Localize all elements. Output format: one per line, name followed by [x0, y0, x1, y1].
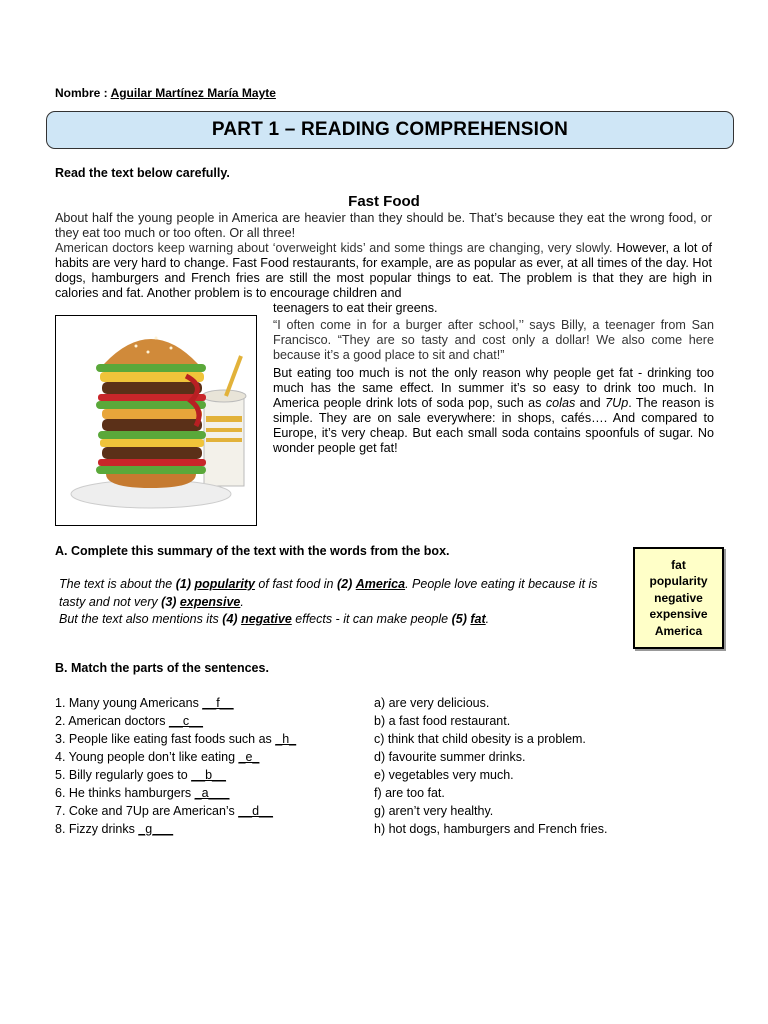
word-box-item: popularity [649, 574, 708, 589]
para4-body: But eating too much is not the only reason why people get fat - drinking too much has the same effect. In summer it’s so easy to drink too much. In America people drink lots of soda pop, such as [273, 366, 714, 410]
word-box-item: fat [671, 557, 686, 572]
match-left-item [55, 802, 296, 820]
answer-4: negative [241, 612, 292, 626]
answer-1: popularity [194, 577, 255, 591]
blank-number: (3) [161, 594, 177, 609]
answer-3: expensive [179, 594, 241, 609]
match-right-item: b) a fast food restaurant. [374, 714, 511, 728]
summary-part: of fast food in [258, 577, 334, 591]
section-a-heading: A. Complete this summary of the text with the words from the box. [55, 544, 450, 558]
blank-number: (5) [451, 612, 467, 626]
para4-rest: . The reason is simple. They are on sale everywhere: in shops, cafés…. And compared to Europe, it’s very cheap. But each small soda contains spoonfuls of sugar. No wonder people get fat! [273, 396, 715, 455]
match-right-item: g) aren’t very healthy. [374, 804, 494, 818]
match-answer: __f__ [202, 696, 234, 710]
section-b-heading: B. Match the parts of the sentences. [55, 661, 269, 675]
name-label: Nombre : [55, 86, 108, 100]
match-answer: __d__ [238, 804, 273, 818]
summary-part: . [485, 612, 490, 626]
summary-part: . People love eating it because it is tasty and not very [59, 577, 598, 609]
answer-2: America [355, 577, 406, 591]
summary-part: But the text also mentions its [59, 612, 219, 626]
word-box [633, 547, 724, 649]
match-left-item [55, 730, 296, 748]
summary-part: The text is about the [59, 577, 173, 591]
match-right-item: a) are very delicious. [374, 696, 490, 710]
blank-number: (4) [222, 612, 238, 626]
match-answer: __c__ [168, 714, 204, 728]
part-title-banner [46, 111, 734, 149]
answer-5: fat [470, 612, 486, 626]
match-answer: _g___ [138, 822, 174, 836]
match-left-column [55, 694, 296, 838]
match-left-item [55, 766, 296, 784]
article-paragraph-2 [55, 241, 712, 316]
match-right-column [374, 694, 607, 838]
match-left-item [55, 694, 296, 712]
match-stem: 7. Coke and 7Up are American’s [55, 804, 239, 818]
match-answer: __b__ [191, 768, 226, 782]
word-box-item: negative [654, 590, 703, 605]
match-stem: 2. American doctors [55, 714, 169, 728]
student-name-line [55, 86, 276, 100]
summary-text [59, 576, 619, 629]
match-left-item [55, 784, 296, 802]
part-title: PART 1 – READING COMPREHENSION [211, 119, 569, 140]
match-stem: 5. Billy regularly goes to [55, 768, 192, 782]
match-left-item [55, 712, 296, 730]
match-answer: _a___ [194, 786, 230, 800]
match-right-item: e) vegetables very much. [374, 768, 514, 782]
match-right-item: d) favourite summer drinks. [374, 750, 526, 764]
match-right-item: c) think that child obesity is a problem. [374, 732, 586, 746]
blank-number: (2) [336, 577, 353, 591]
article-paragraph-4 [273, 366, 714, 456]
name-value: Aguilar Martínez María Mayte [110, 86, 276, 100]
article-paragraph-3: “I often come in for a burger after school,’’ says Billy, a teenager from San Francisco. “They are so tasty and cost only a dollar! We also come here because it’s a good place to sit and chat!” [273, 318, 714, 362]
word-box-item: expensive [649, 607, 708, 622]
summary-part: effects - it can make people [295, 612, 449, 626]
instruction-text: Read the text below carefully. [55, 166, 230, 180]
para4-colas: colas [545, 396, 576, 410]
blank-number: (1) [175, 577, 192, 591]
article-paragraph-1: About half the young people in America are heavier than they should be. That’s because they eat the wrong food, or they eat too much or too often. Or all three! [55, 211, 712, 240]
match-left-item [55, 748, 296, 766]
match-left-item [55, 820, 296, 838]
para4-and: and [579, 396, 601, 410]
match-stem: 8. Fizzy drinks [55, 822, 139, 836]
match-stem: 3. People like eating fast foods such as [55, 732, 276, 746]
para2-tail: teenagers to eat their greens. [273, 301, 438, 315]
match-right-item: h) hot dogs, hamburgers and French fries. [374, 822, 608, 836]
stacked-burger-and-soda-photo [56, 316, 255, 524]
summary-part: . [240, 594, 244, 609]
match-answer: _e_ [238, 750, 260, 764]
match-stem: 1. Many young Americans [55, 696, 203, 710]
para2-body: However, a lot of habits are very hard to change. Fast Food restaurants, for example, are as popular as ever, at all times of the day. Hot dogs, hamburgers and French fries are still the most popular things to eat. The problem is that they are high in calories and fat. Another problem is to encourage children and [55, 241, 712, 300]
para4-7up: 7Up [605, 396, 629, 410]
para2-line1: American doctors keep warning about ‘overweight kids’ and some things are changing, very slowly. [55, 241, 613, 255]
word-box-item: America [654, 623, 703, 638]
match-answer: _h_ [275, 732, 297, 746]
match-right-item: f) are too fat. [374, 786, 445, 800]
match-stem: 4. Young people don’t like eating [55, 750, 239, 764]
burger-photo [55, 315, 257, 526]
match-stem: 6. He thinks hamburgers [55, 786, 195, 800]
article-title: Fast Food [348, 193, 420, 210]
